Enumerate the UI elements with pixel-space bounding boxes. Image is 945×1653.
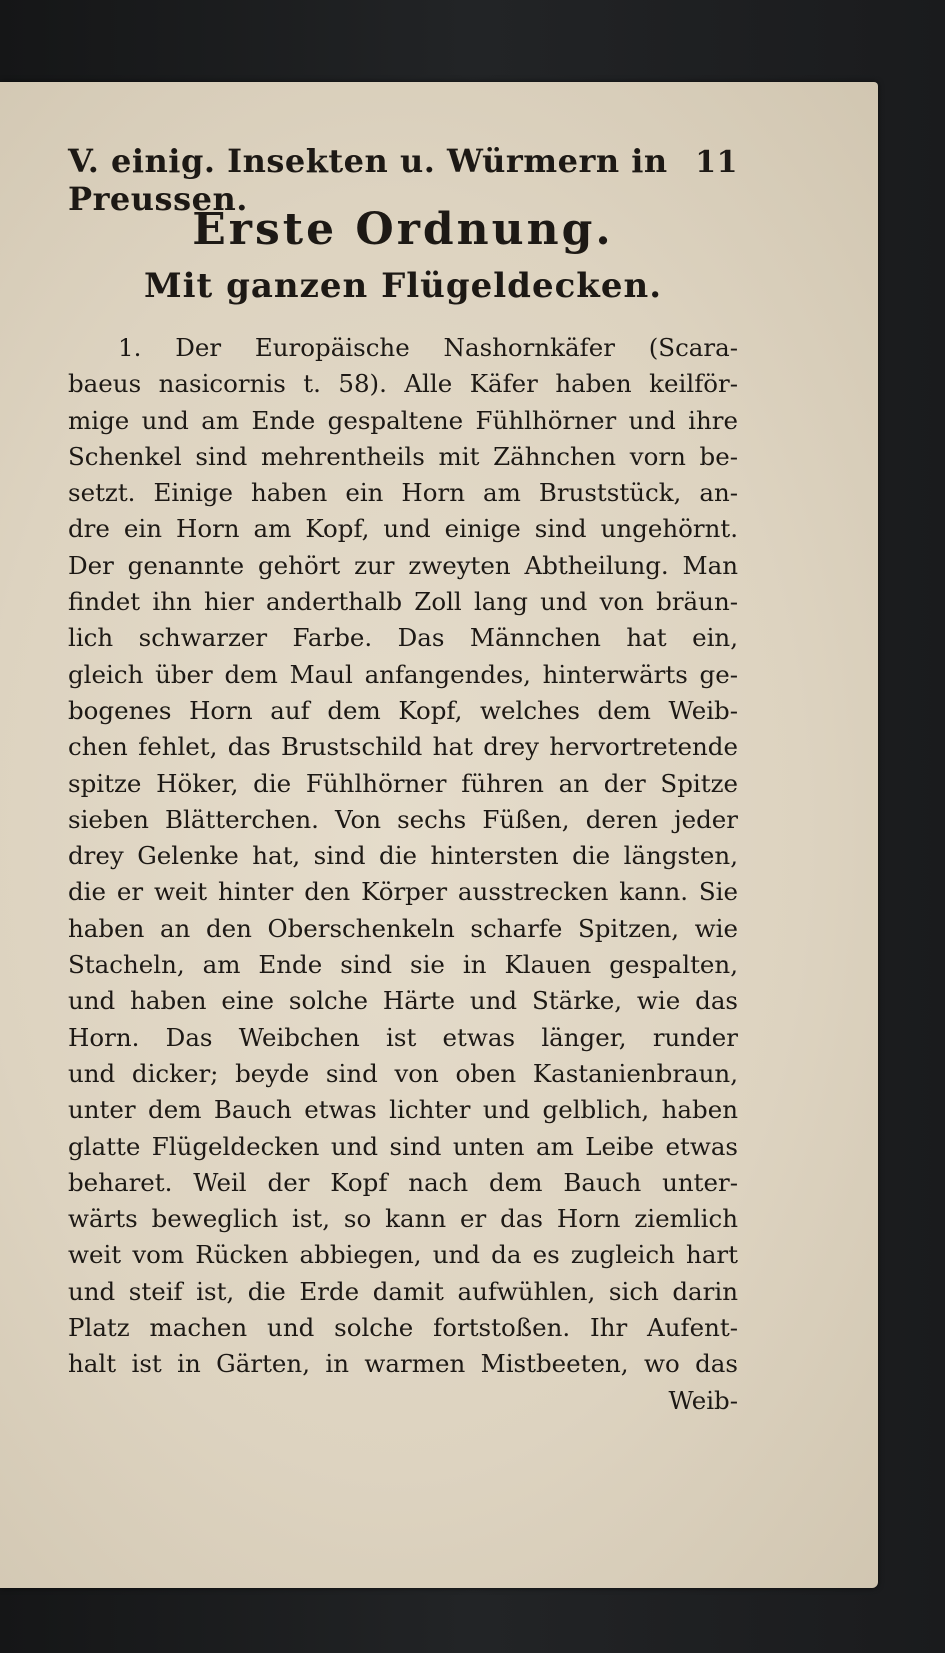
- text-line: weit vom Rücken abbiegen, und da es zugleich hart: [68, 1240, 738, 1270]
- text-line: gleich über dem Maul anfangendes, hinterwärts ge-: [68, 659, 738, 689]
- page-content: [68, 142, 738, 1419]
- text-line: Platz machen und solche fortstoßen. Ihr Aufent-: [68, 1313, 738, 1343]
- text-line: Schenkel sind mehrentheils mit Zähnchen vorn be-: [68, 441, 738, 471]
- text-line: die er weit hinter den Körper ausstrecken kann. Sie: [68, 877, 738, 907]
- order-heading: Erste Ordnung.: [192, 204, 614, 255]
- running-head: [68, 142, 738, 218]
- text-line: und dicker; beyde sind von oben Kastanienbraun,: [68, 1058, 738, 1088]
- body-text: [68, 330, 738, 1419]
- text-line: findet ihn hier anderthalb Zoll lang und von bräun-: [68, 587, 738, 617]
- text-line: Der genannte gehört zur zweyten Abtheilung. Man: [68, 550, 738, 580]
- running-head-title: V. einig. Insekten u. Würmern in Preussen.: [68, 142, 668, 218]
- text-line: haben an den Oberschenkeln scharfe Spitzen, wie: [68, 913, 738, 943]
- text-line: drey Gelenke hat, sind die hintersten die längsten,: [68, 841, 738, 871]
- text-line: lich schwarzer Farbe. Das Männchen hat ein,: [68, 623, 738, 653]
- text-line: 1. Der Europäische Nashornkäfer (Scara-: [118, 333, 738, 362]
- text-line: spitze Höker, die Fühlhörner führen an der Spitze: [68, 768, 738, 798]
- text-line: baeus nasicornis t. 58). Alle Käfer haben keilför-: [68, 369, 738, 399]
- page-number: 11: [695, 145, 738, 180]
- text-line: wärts beweglich ist, so kann er das Horn ziemlich: [68, 1204, 738, 1234]
- text-line: Stacheln, am Ende sind sie in Klauen gespalten,: [68, 950, 738, 980]
- book-page: [0, 82, 878, 1588]
- text-line: setzt. Einige haben ein Horn am Bruststück, an-: [68, 478, 738, 508]
- sub-heading: Mit ganzen Flügeldecken.: [143, 266, 663, 306]
- text-line: halt ist in Gärten, in warmen Mistbeeten, wo das: [68, 1349, 738, 1379]
- text-line: beharet. Weil der Kopf nach dem Bauch unter-: [68, 1167, 738, 1197]
- text-line: Weib-: [668, 1385, 738, 1415]
- text-line: mige und am Ende gespaltene Fühlhörner und ihre: [68, 405, 738, 435]
- text-line: bogenes Horn auf dem Kopf, welches dem Weib-: [68, 695, 738, 725]
- text-line: und steif ist, die Erde damit aufwühlen, sich darin: [68, 1276, 738, 1306]
- text-line: sieben Blätterchen. Von sechs Füßen, deren jeder: [68, 804, 738, 834]
- text-line: chen fehlet, das Brustschild hat drey hervortretende: [68, 732, 738, 762]
- text-line: Horn. Das Weibchen ist etwas länger, runder: [68, 1022, 738, 1052]
- text-line: dre ein Horn am Kopf, und einige sind ungehörnt.: [68, 514, 738, 544]
- text-line: unter dem Bauch etwas lichter und gelblich, haben: [68, 1095, 738, 1125]
- text-line: glatte Flügeldecken und sind unten am Leibe etwas: [68, 1131, 738, 1161]
- text-line: und haben eine solche Härte und Stärke, wie das: [68, 986, 738, 1016]
